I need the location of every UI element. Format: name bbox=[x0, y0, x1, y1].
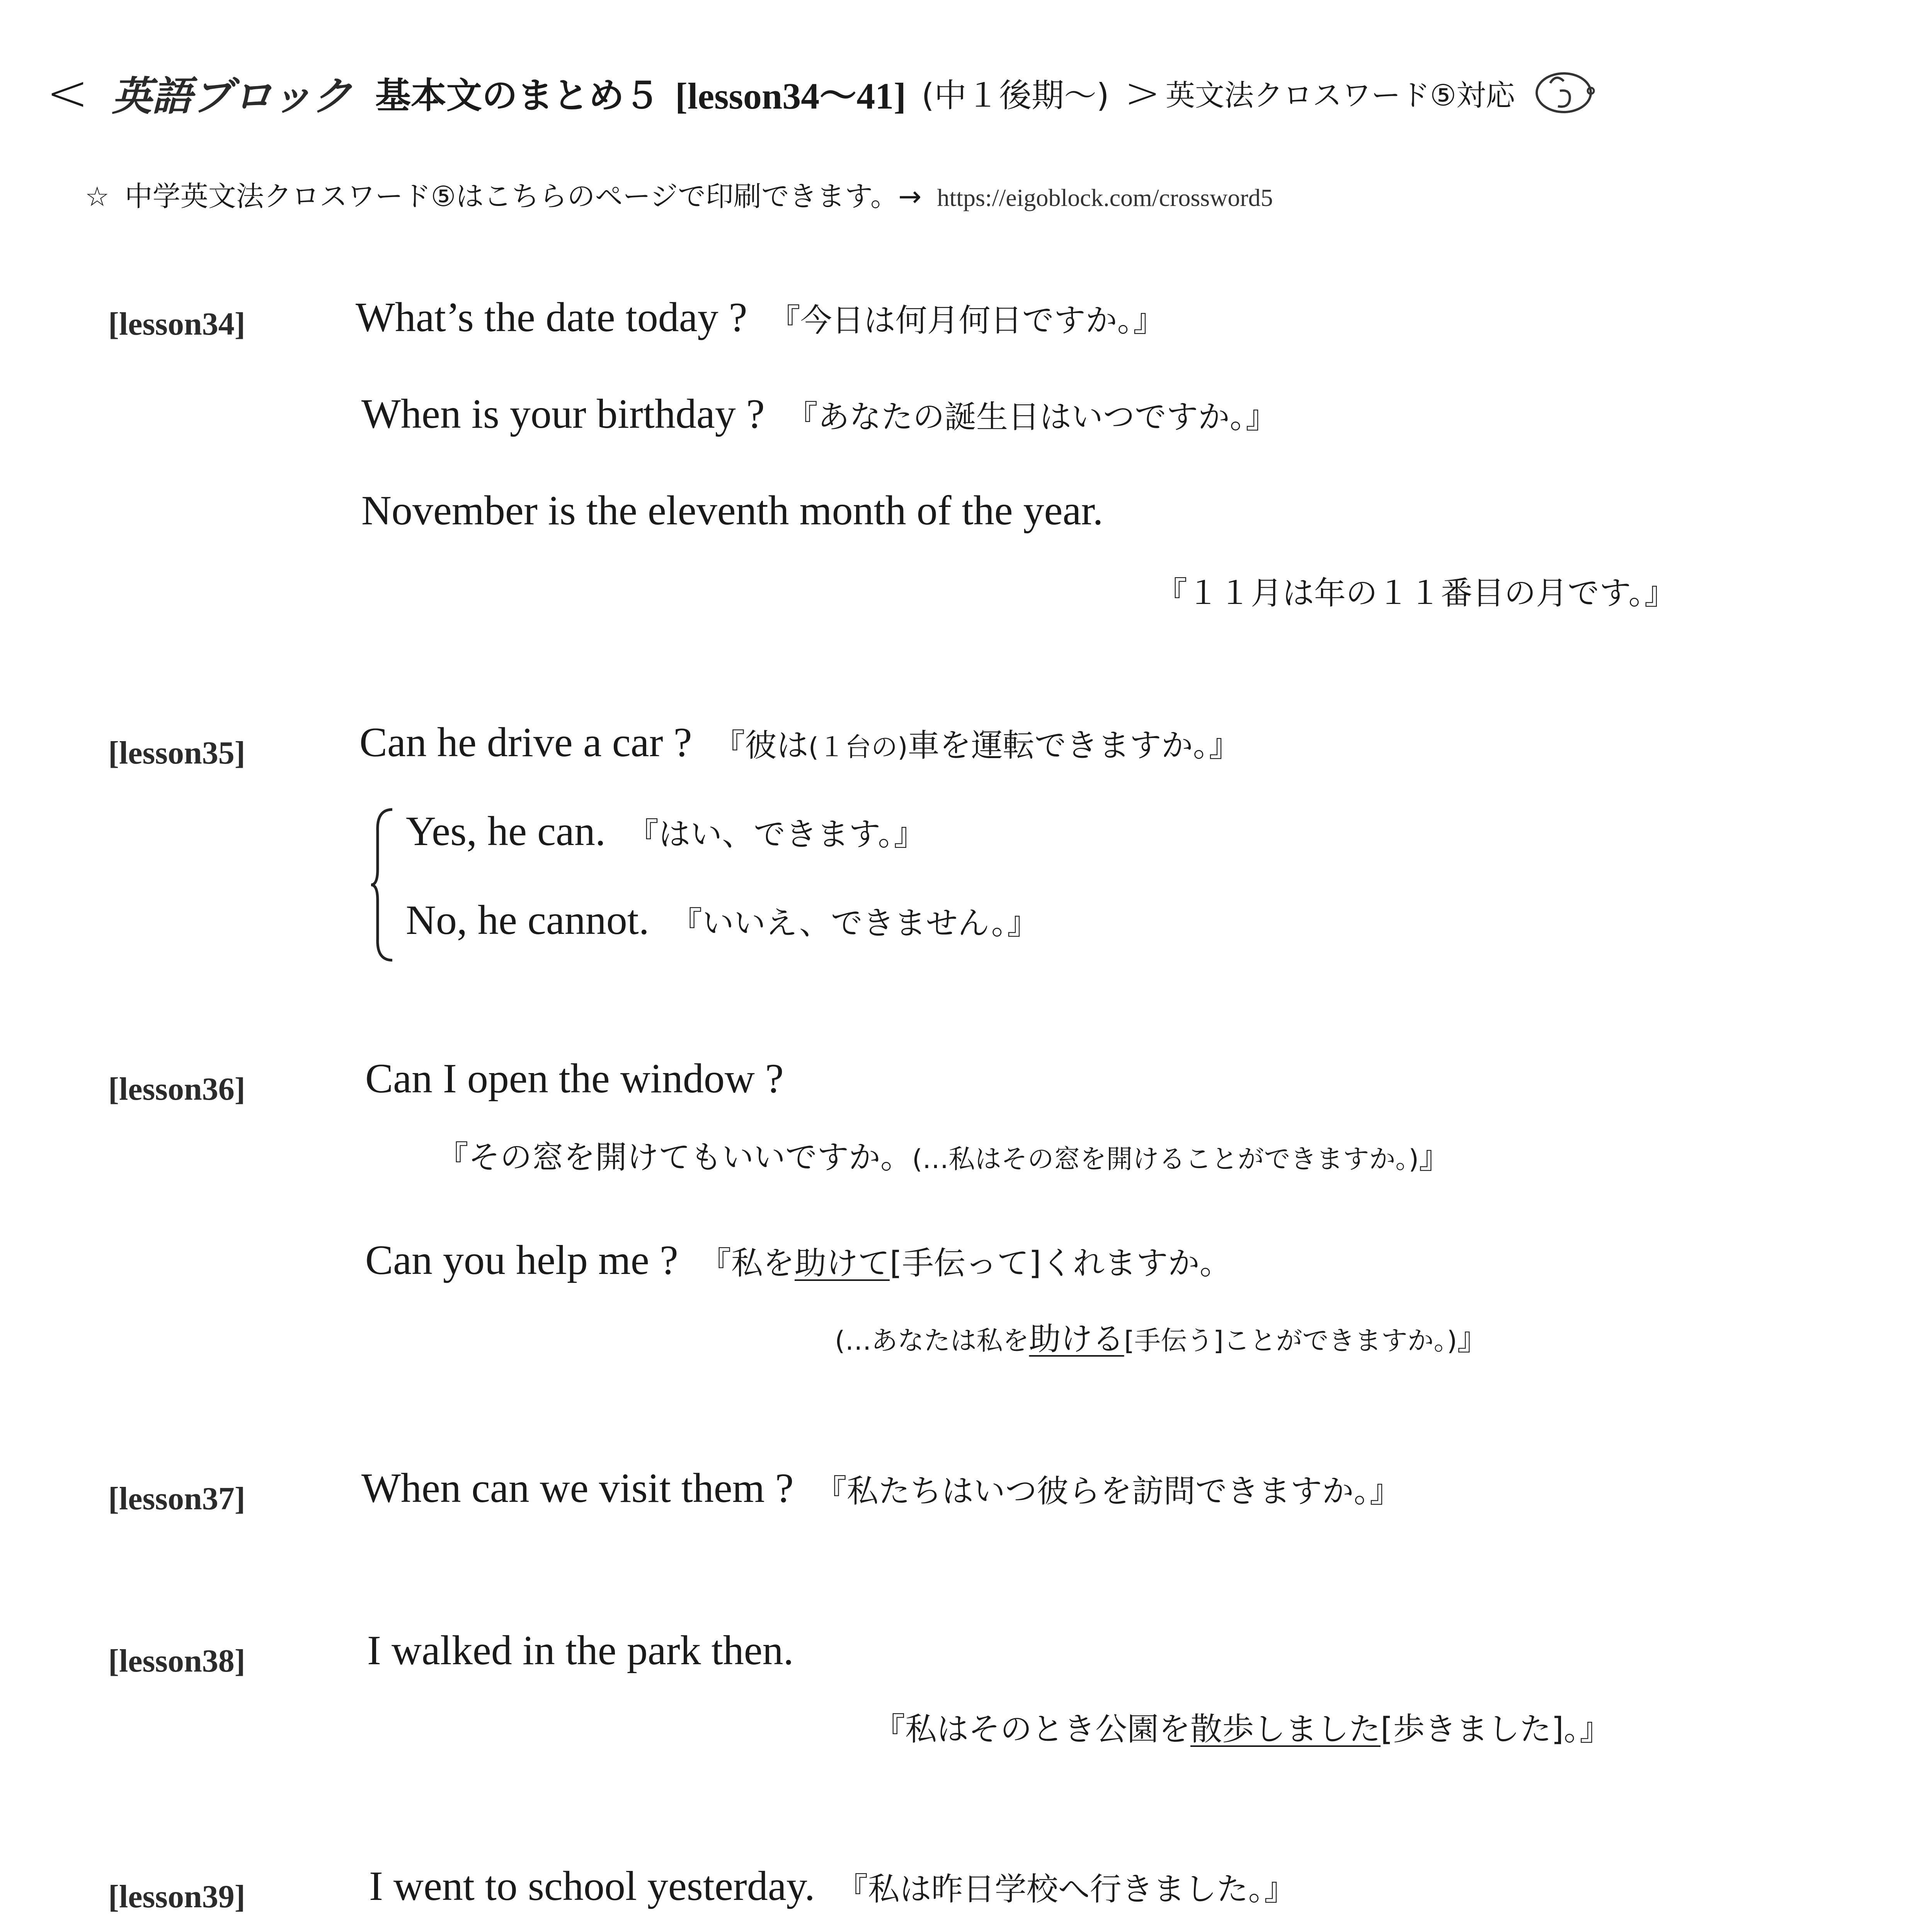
english-sentence: Can I open the window ? bbox=[365, 1056, 784, 1102]
crossword-link[interactable]: 英文法クロスワード⑤対応 bbox=[1165, 78, 1515, 112]
star-icon: ☆ bbox=[85, 181, 109, 213]
sentence-line bbox=[369, 1862, 1296, 1910]
japanese-translation: 『あなたの誕生日はいつですか。』 bbox=[786, 399, 1277, 435]
japanese-translation: 『今日は何月何日ですか。』 bbox=[768, 302, 1165, 339]
forward-chevron[interactable]: > bbox=[1124, 68, 1160, 117]
japanese-translation: 『いいえ、できません。』 bbox=[670, 905, 1039, 942]
english-sentence: Yes, he can. bbox=[406, 808, 606, 854]
japanese-translation: 『はい、できます。』 bbox=[627, 816, 926, 853]
sentence-line bbox=[361, 1464, 1401, 1512]
english-sentence: November is the eleventh month of the year. bbox=[361, 488, 1103, 534]
english-sentence: When can we visit them ? bbox=[361, 1465, 794, 1511]
brand-logo: 英語ブロック bbox=[111, 73, 352, 120]
japanese-translation: 『私を助けて[手伝って]くれますか。 bbox=[699, 1245, 1231, 1282]
sentence-line bbox=[406, 808, 926, 855]
sentence-line bbox=[406, 896, 1039, 944]
sentence-line bbox=[356, 294, 1165, 342]
english-sentence: What’s the date today ? bbox=[356, 294, 747, 340]
english-sentence: No, he cannot. bbox=[406, 897, 649, 943]
english-sentence: I went to school yesterday. bbox=[369, 1863, 815, 1909]
sentence-line bbox=[359, 719, 1241, 767]
japanese-translation: 『私はそのとき公園を散歩しました[歩きました]。』 bbox=[873, 1711, 1612, 1748]
japanese-translation: (…あなたは私を助ける[手伝う]ことができますか。)』 bbox=[835, 1321, 1489, 1357]
print-notice bbox=[85, 174, 1273, 214]
japanese-translation: 『その窓を開けてもいいですか。(…私はその窓を開けることができますか。)』 bbox=[437, 1139, 1451, 1176]
notice-text: 中学英文法クロスワード⑤はこちらのページで印刷できます。→ bbox=[124, 180, 922, 213]
lesson-label: [lesson35] bbox=[108, 735, 245, 771]
lesson-label: [lesson39] bbox=[108, 1879, 245, 1915]
sentence-line bbox=[365, 1236, 1231, 1284]
answer-brace bbox=[369, 808, 396, 962]
lesson-label: [lesson34] bbox=[108, 306, 245, 342]
lesson-range: [lesson34〜41] bbox=[675, 75, 906, 117]
sentence-line bbox=[361, 390, 1277, 438]
lesson-label: [lesson38] bbox=[108, 1643, 245, 1679]
page-header bbox=[46, 62, 1599, 124]
english-sentence: When is your birthday ? bbox=[361, 391, 765, 437]
japanese-translation: 『１１月は年の１１番目の月です。』 bbox=[1156, 575, 1676, 612]
crossword-url-link[interactable]: https://eigoblock.com/crossword5 bbox=[937, 184, 1273, 211]
japanese-translation: 『私は昨日学校へ行きました。』 bbox=[836, 1871, 1296, 1908]
japanese-translation: 『彼は(１台の)車を運転できますか。』 bbox=[713, 727, 1241, 764]
lesson-label: [lesson37] bbox=[108, 1481, 245, 1517]
page-title: 基本文のまとめ５ bbox=[375, 75, 660, 116]
grade-level: (中１後期〜) bbox=[921, 76, 1109, 114]
mascot-face-icon bbox=[1529, 68, 1599, 118]
english-sentence: Can he drive a car ? bbox=[359, 719, 692, 765]
back-chevron[interactable]: < bbox=[46, 63, 89, 122]
english-sentence: Can you help me ? bbox=[365, 1237, 678, 1283]
english-sentence: I walked in the park then. bbox=[367, 1628, 794, 1673]
lesson-label: [lesson36] bbox=[108, 1071, 245, 1107]
japanese-translation: 『私たちはいつ彼らを訪問できますか。』 bbox=[815, 1473, 1401, 1510]
